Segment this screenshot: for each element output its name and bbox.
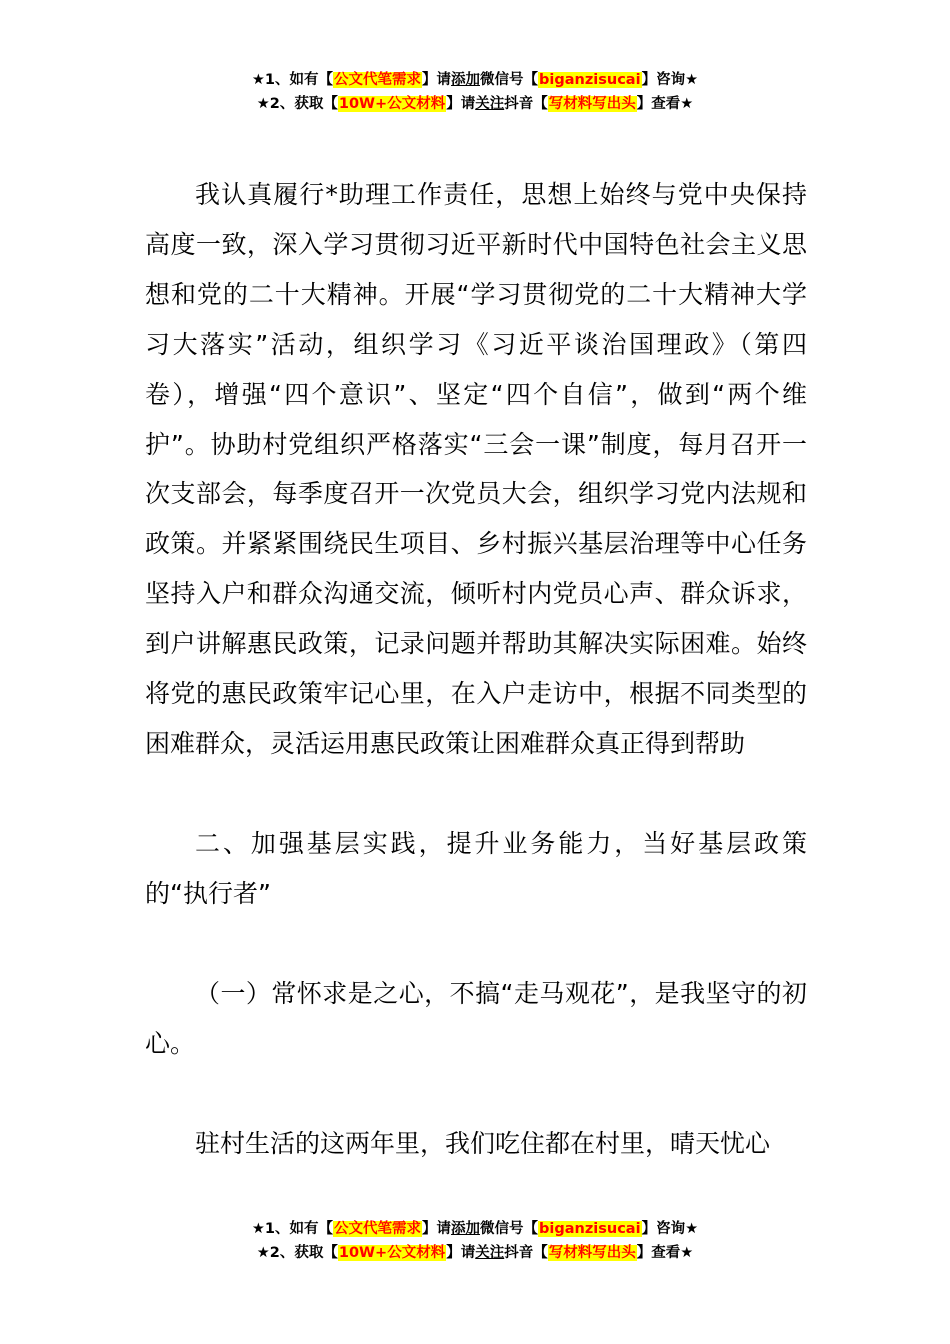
banner-text: 】请 xyxy=(446,96,476,112)
section-heading: 二、加强基层实践，提升业务能力，当好基层政策的“执行者” xyxy=(145,828,807,908)
banner-underlined: 添加 xyxy=(451,72,481,88)
banner-text: 微信号【 xyxy=(480,1221,539,1237)
highlight-materials: 10W+公文材料 xyxy=(338,96,446,112)
banner-text: 】咨询★ xyxy=(641,1221,699,1237)
document-body xyxy=(145,170,807,1168)
highlight-wechat-id: biganzisucai xyxy=(539,72,641,88)
body-paragraph: 我认真履行*助理工作责任，思想上始终与党中央保持高度一致，深入学习贯彻习近平新时代中国特色社会主义思想和党的二十大精神。开展“学习贯彻党的二十大精神大学习大落实”活动，组织学习《习近平谈治国理政》（第四卷），增强“四个意识”、坚定“四个自信”，做到“两个维护”。协助村党组织严格落实“三会一课”制度，每月召开一次支部会，每季度召开一次党员大会，组织学习党内法规和政策。并紧紧围绕民生项目、乡村振兴基层治理等中心任务坚持入户和群众沟通交流，倾听村内党员心声、群众诉求，到户讲解惠民政策，记录问题并帮助其解决实际困难。始终将党的惠民政策牢记心里，在入户走访中，根据不同类型的困难群众，灵活运用惠民政策让困难群众真正得到帮助 xyxy=(145,180,807,758)
banner-underlined: 添加 xyxy=(451,1221,481,1237)
footer-banner xyxy=(0,1217,950,1265)
banner-text: 】咨询★ xyxy=(641,72,699,88)
banner-text: ★2、获取【 xyxy=(256,96,338,112)
banner-text: 抖音【 xyxy=(504,96,548,112)
banner-text: 】请 xyxy=(422,72,452,88)
subsection-heading: （一）常怀求是之心，不搞“走马观花”，是我坚守的初心。 xyxy=(145,978,807,1058)
banner-underlined: 关注 xyxy=(475,96,505,112)
banner-line-1 xyxy=(0,68,950,92)
banner-line-2 xyxy=(0,92,950,116)
highlight-service: 公文代笔需求 xyxy=(334,1221,422,1237)
banner-text: ★2、获取【 xyxy=(256,1245,338,1261)
banner-text: ★1、如有【 xyxy=(251,72,334,88)
banner-line-2 xyxy=(0,1241,950,1265)
highlight-service: 公文代笔需求 xyxy=(334,72,422,88)
highlight-douyin-account: 写材料写出头 xyxy=(548,96,636,112)
banner-text: 微信号【 xyxy=(480,72,539,88)
highlight-materials: 10W+公文材料 xyxy=(338,1245,446,1261)
banner-text: 】查看★ xyxy=(636,1245,694,1261)
header-banner xyxy=(0,68,950,116)
banner-text: 】查看★ xyxy=(636,96,694,112)
banner-line-1 xyxy=(0,1217,950,1241)
highlight-wechat-id: biganzisucai xyxy=(539,1221,641,1237)
banner-text: 】请 xyxy=(446,1245,476,1261)
banner-text: 】请 xyxy=(422,1221,452,1237)
highlight-douyin-account: 写材料写出头 xyxy=(548,1245,636,1261)
body-paragraph: 驻村生活的这两年里，我们吃住都在村里，晴天忧心 xyxy=(195,1128,771,1158)
banner-text: ★1、如有【 xyxy=(251,1221,334,1237)
banner-text: 抖音【 xyxy=(504,1245,548,1261)
banner-underlined: 关注 xyxy=(475,1245,505,1261)
